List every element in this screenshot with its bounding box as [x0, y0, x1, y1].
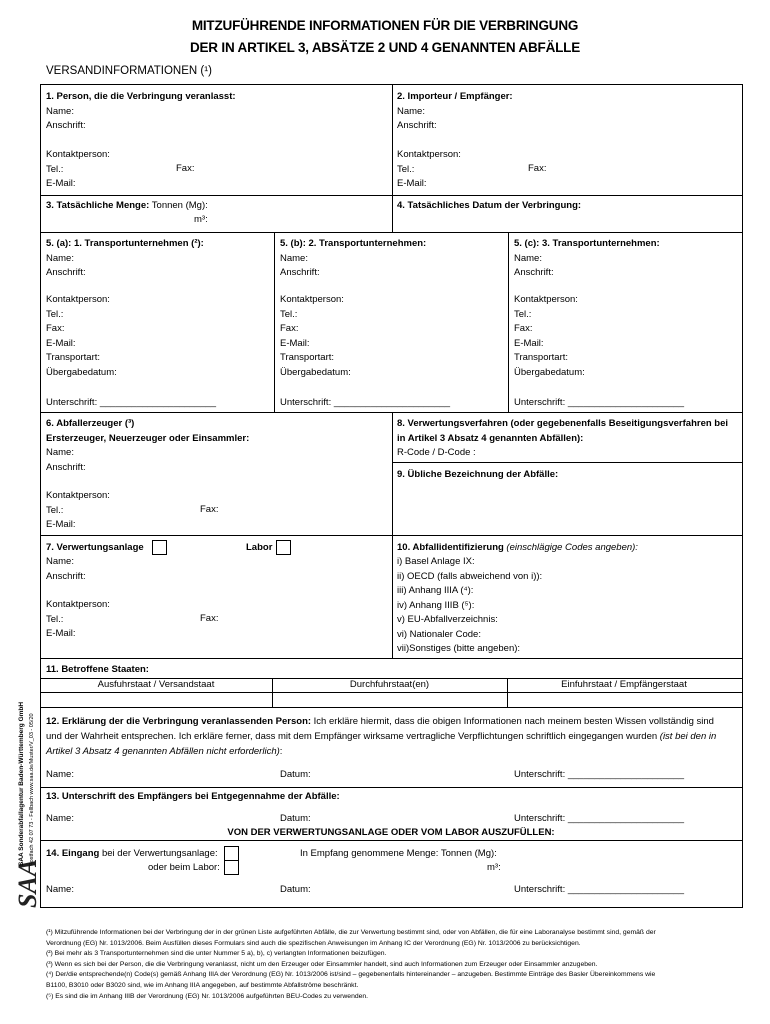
box8-code-label: R-Code / D-Code :	[397, 447, 476, 458]
box5c-transport-label: Transportart:	[514, 352, 569, 363]
box7-title: 7. Verwertungsanlage	[46, 542, 144, 553]
box1	[46, 90, 236, 134]
box6-contact	[46, 489, 110, 533]
box13-date-label: Datum:	[280, 813, 311, 824]
box12-title: 12. Erklärung der die Verbringung veranlassenden Person:	[46, 716, 312, 727]
box5a-transport-label: Transportart:	[46, 352, 101, 363]
box14-labor-label: oder beim Labor:	[148, 862, 220, 873]
form-title-line-1: MITZUFÜHRENDE INFORMATIONEN FÜR DIE VERBRINGUNG	[191, 18, 579, 33]
box10-item: iii) Anhang IIIA (⁴):	[397, 585, 474, 596]
section-heading: VERSANDINFORMATIONEN (¹)	[46, 65, 212, 77]
facility-banner: VON DER VERWERTUNGSANLAGE ODER VOM LABOR AUSZUFÜLLEN:	[227, 827, 555, 838]
box5b	[280, 237, 426, 281]
box10-item: i) Basel Anlage IX:	[397, 556, 475, 567]
footnote: (⁵) Es sind die im Anhang IIIB der Verordnung (EG) Nr. 1013/2006 aufgeführten BEU-Codes zu verwenden.	[46, 992, 369, 1000]
box1-contact	[46, 148, 110, 192]
box11-col-import: Einfuhrstaat / Empfängerstaat	[561, 679, 687, 690]
footnotes	[46, 928, 736, 1002]
box7-fax-label: Fax:	[200, 613, 219, 624]
box12-signature-label: Unterschrift: ______________________	[514, 769, 685, 780]
box10-title-line	[397, 541, 638, 556]
box5b-email-label: E-Mail:	[280, 337, 310, 349]
box5a-signature-label: Unterschrift: ______________________	[46, 397, 217, 408]
box11-col-export: Ausfuhrstaat / Versandstaat	[97, 679, 215, 690]
box13-name-label: Name:	[46, 813, 74, 824]
box5a-name-label: Name:	[46, 252, 74, 264]
box7-name-label: Name:	[46, 556, 74, 567]
box7-email-label: E-Mail:	[46, 628, 76, 639]
box5a-email-label: E-Mail:	[46, 337, 76, 349]
box5a-fax-label: Fax:	[46, 323, 65, 334]
box14-facility-label: bei der Verwertungsanlage:	[99, 848, 218, 859]
box5b-fax-label: Fax:	[280, 323, 299, 334]
box1-name-label: Name:	[46, 105, 74, 117]
box1-tel-label: Tel.:	[46, 163, 64, 175]
box10-title-hint: (einschlägige Codes angeben):	[503, 542, 638, 553]
box7-labor-checkbox[interactable]	[276, 540, 291, 555]
box14-title: 14. Eingang	[46, 848, 100, 859]
box13-signature-label: Unterschrift: ______________________	[514, 813, 685, 824]
box10-title: 10. Abfallidentifizierung	[397, 542, 504, 553]
box10-item: v) EU-Abfallverzeichnis:	[397, 614, 498, 625]
box5b-signature-label: Unterschrift: ______________________	[280, 397, 451, 408]
box2	[397, 90, 513, 134]
box5b-title: 5. (b): 2. Transportunternehmen:	[280, 238, 427, 249]
box12-date-label: Datum:	[280, 769, 311, 780]
box5a-tel-label: Tel.:	[46, 308, 64, 320]
box5b-transport-label: Transportart:	[280, 352, 335, 363]
box12-text-3-note: Artikel 3 Absatz 4 genannten Abfällen nicht erforderlich)	[46, 746, 280, 757]
box5b-name-label: Name:	[280, 252, 308, 264]
box5c-contact-label: Kontaktperson:	[514, 294, 578, 305]
box5a-address-label: Anschrift:	[46, 267, 86, 278]
box2-title: 2. Importeur / Empfänger:	[397, 91, 513, 102]
footnote: (¹) Mitzuführende Informationen bei der Verbringung der in der grünen Liste aufgeführten Abfälle, die zur Verwertung bestimmt sind, oder von Abfällen, die für eine Laboranalyse bestimmt sind, gemäß der	[46, 929, 656, 936]
box8-title-2: in Artikel 3 Absatz 4 genannten Abfällen):	[397, 432, 584, 444]
footnote: Verordnung (EG) Nr. 1013/2006. Beim Ausfüllen dieses Formulars sind auch die spezifischen Anweisungen im Anhang IC der Verordnung (EG) Nr. 1013/2006 zu berücksichtigen.	[46, 939, 581, 947]
sidebar-company: SAA Sonderabfallagentur Baden-Württemberg GmbH	[18, 701, 25, 866]
sidebar-address: Postfach 42 07 73 - Fellbach www.saa.de/Muster/V_03 - 05/20	[29, 713, 35, 866]
box1-contact-label: Kontaktperson:	[46, 149, 110, 160]
box11-col-transit: Durchfuhrstaat(en)	[349, 679, 430, 690]
box14-signature-label: Unterschrift: ______________________	[514, 884, 685, 895]
box13-title: 13. Unterschrift des Empfängers bei Entgegennahme der Abfälle:	[46, 791, 340, 802]
box11-title: 11. Betroffene Staaten:	[46, 664, 149, 675]
box6-subtitle: Ersterzeuger, Neuerzeuger oder Einsammler:	[46, 432, 250, 444]
box10-item: vii)Sonstiges (bitte angeben):	[397, 643, 521, 654]
box12-text-2: und der Wahrheit entsprechen. Ich erkläre ferner, dass mit dem Empfänger wirksame vertragliche Verpflichtungen schriftlich eingegangen wurden	[46, 731, 658, 742]
box8	[397, 417, 728, 461]
saa-logo: SAA	[13, 858, 42, 908]
box5a-contact-label: Kontaktperson:	[46, 294, 110, 305]
box12-name-label: Name:	[46, 769, 74, 780]
footnote: B1100, B3010 oder B3020 sind, wie im Anhang IIIA angegeben, auf bestimmte Abfallströme beschränkt.	[46, 981, 359, 989]
box5c-signature-label: Unterschrift: ______________________	[514, 397, 685, 408]
box6-tel-label: Tel.:	[46, 504, 64, 516]
box4-title: 4. Tatsächliches Datum der Verbringung:	[397, 200, 582, 211]
box5b-details	[280, 293, 351, 380]
box5b-contact-label: Kontaktperson:	[280, 294, 344, 305]
box2-tel-label: Tel.:	[397, 163, 415, 175]
form-title-line-2: DER IN ARTIKEL 3, ABSÄTZE 2 UND 4 GENANNTEN ABFÄLLE	[189, 40, 581, 55]
box6-email-label: E-Mail:	[46, 519, 76, 530]
footnote: (²) Bei mehr als 3 Transportunternehmen sind die unter Nummer 5 a), b), c) verlangten Informationen beizufügen.	[46, 950, 387, 958]
box14-m3-label: m³:	[487, 862, 501, 873]
box3-m3-label: m³:	[194, 214, 208, 225]
box1-title: 1. Person, die die Verbringung veranlasst:	[46, 91, 236, 102]
box5a-details	[46, 293, 117, 380]
box3-title: 3. Tatsächliche Menge:	[46, 200, 150, 211]
box12-line-3	[46, 745, 282, 760]
box5b-handover-label: Übergabedatum:	[280, 366, 351, 378]
box10-list	[397, 555, 542, 657]
box6	[46, 417, 249, 475]
footnote: (³) Wenn es sich bei der Person, die die Verbringung veranlasst, nicht um den Erzeuger oder Einsammler handelt, sind auch Informationen zum Erzeuger oder Einsammler anzugeben.	[46, 960, 598, 968]
box1-address-label: Anschrift:	[46, 120, 86, 131]
box14-date-label: Datum:	[280, 884, 311, 895]
box12-line-2	[46, 730, 716, 745]
box5c-title: 5. (c): 3. Transportunternehmen:	[514, 238, 660, 249]
box2-contact-label: Kontaktperson:	[397, 149, 461, 160]
box14-quantity-label: In Empfang genommene Menge: Tonnen (Mg):	[300, 848, 497, 859]
box6-fax-label: Fax:	[200, 504, 219, 515]
box5c-handover-label: Übergabedatum:	[514, 366, 585, 378]
box7-fields	[46, 555, 86, 584]
box14-name-label: Name:	[46, 884, 74, 895]
box5c-fax-label: Fax:	[514, 323, 533, 334]
box2-address-label: Anschrift:	[397, 120, 437, 131]
box12-line-1	[46, 715, 714, 730]
box6-address-label: Anschrift:	[46, 461, 86, 473]
footnote: (⁴) Der/die entsprechende(n) Code(s) gemäß Anhang IIIA der Verordnung (EG) Nr. 1013/2006 ist/sind – gegebenenfalls hintereinander – anzugeben. Bestimmte Einträge des Basler Übereinkommens wie	[46, 971, 656, 979]
box5c-tel-label: Tel.:	[514, 308, 532, 320]
box7-tel-label: Tel.:	[46, 613, 64, 625]
box12-text-3-end: :	[279, 746, 283, 757]
box2-contact	[397, 148, 461, 192]
box6-title: 6. Abfallerzeuger (³)	[46, 418, 135, 429]
box3-title-line	[46, 199, 208, 214]
box10-item: ii) OECD (falls abweichend von i)):	[397, 570, 543, 582]
box5b-address-label: Anschrift:	[280, 267, 320, 278]
box5b-tel-label: Tel.:	[280, 308, 298, 320]
box2-name-label: Name:	[397, 105, 425, 117]
box5a	[46, 237, 204, 281]
box14-facility-checkbox[interactable]	[224, 846, 239, 861]
box7-facility-checkbox[interactable]	[152, 540, 167, 555]
box5c-address-label: Anschrift:	[514, 267, 554, 278]
box12-text-2-note: (ist bei den in	[657, 731, 717, 742]
box7-contact-label: Kontaktperson:	[46, 599, 110, 610]
box10-item: iv) Anhang IIIB (⁵):	[397, 599, 475, 611]
box5c	[514, 237, 660, 281]
box5c-email-label: E-Mail:	[514, 337, 544, 349]
box5a-handover-label: Übergabedatum:	[46, 366, 117, 378]
box14-title-line	[46, 847, 218, 862]
box12-text-1: Ich erkläre hiermit, dass die obigen Informationen nach meinem besten Wissen vollständig sind	[311, 716, 714, 727]
box7-contact	[46, 598, 110, 642]
box5a-title: 5. (a): 1. Transportunternehmen (²):	[46, 238, 204, 249]
box1-email-label: E-Mail:	[46, 178, 76, 189]
box3-unit: Tonnen (Mg):	[149, 200, 208, 211]
box5c-name-label: Name:	[514, 252, 542, 264]
box2-email-label: E-Mail:	[397, 178, 427, 189]
box14-labor-checkbox[interactable]	[224, 860, 239, 875]
box6-name-label: Name:	[46, 447, 74, 458]
box7-address-label: Anschrift:	[46, 570, 86, 582]
box6-contact-label: Kontaktperson:	[46, 490, 110, 501]
box2-fax-label: Fax:	[528, 163, 547, 174]
box9-title: 9. Übliche Bezeichnung der Abfälle:	[397, 469, 559, 480]
box7-labor-label: Labor	[246, 542, 273, 553]
box10-item: vi) Nationaler Code:	[397, 628, 481, 640]
box5c-details	[514, 293, 585, 380]
box1-fax-label: Fax:	[176, 163, 195, 174]
box8-title: 8. Verwertungsverfahren (oder gegebenenfalls Beseitigungsverfahren bei	[397, 418, 729, 429]
